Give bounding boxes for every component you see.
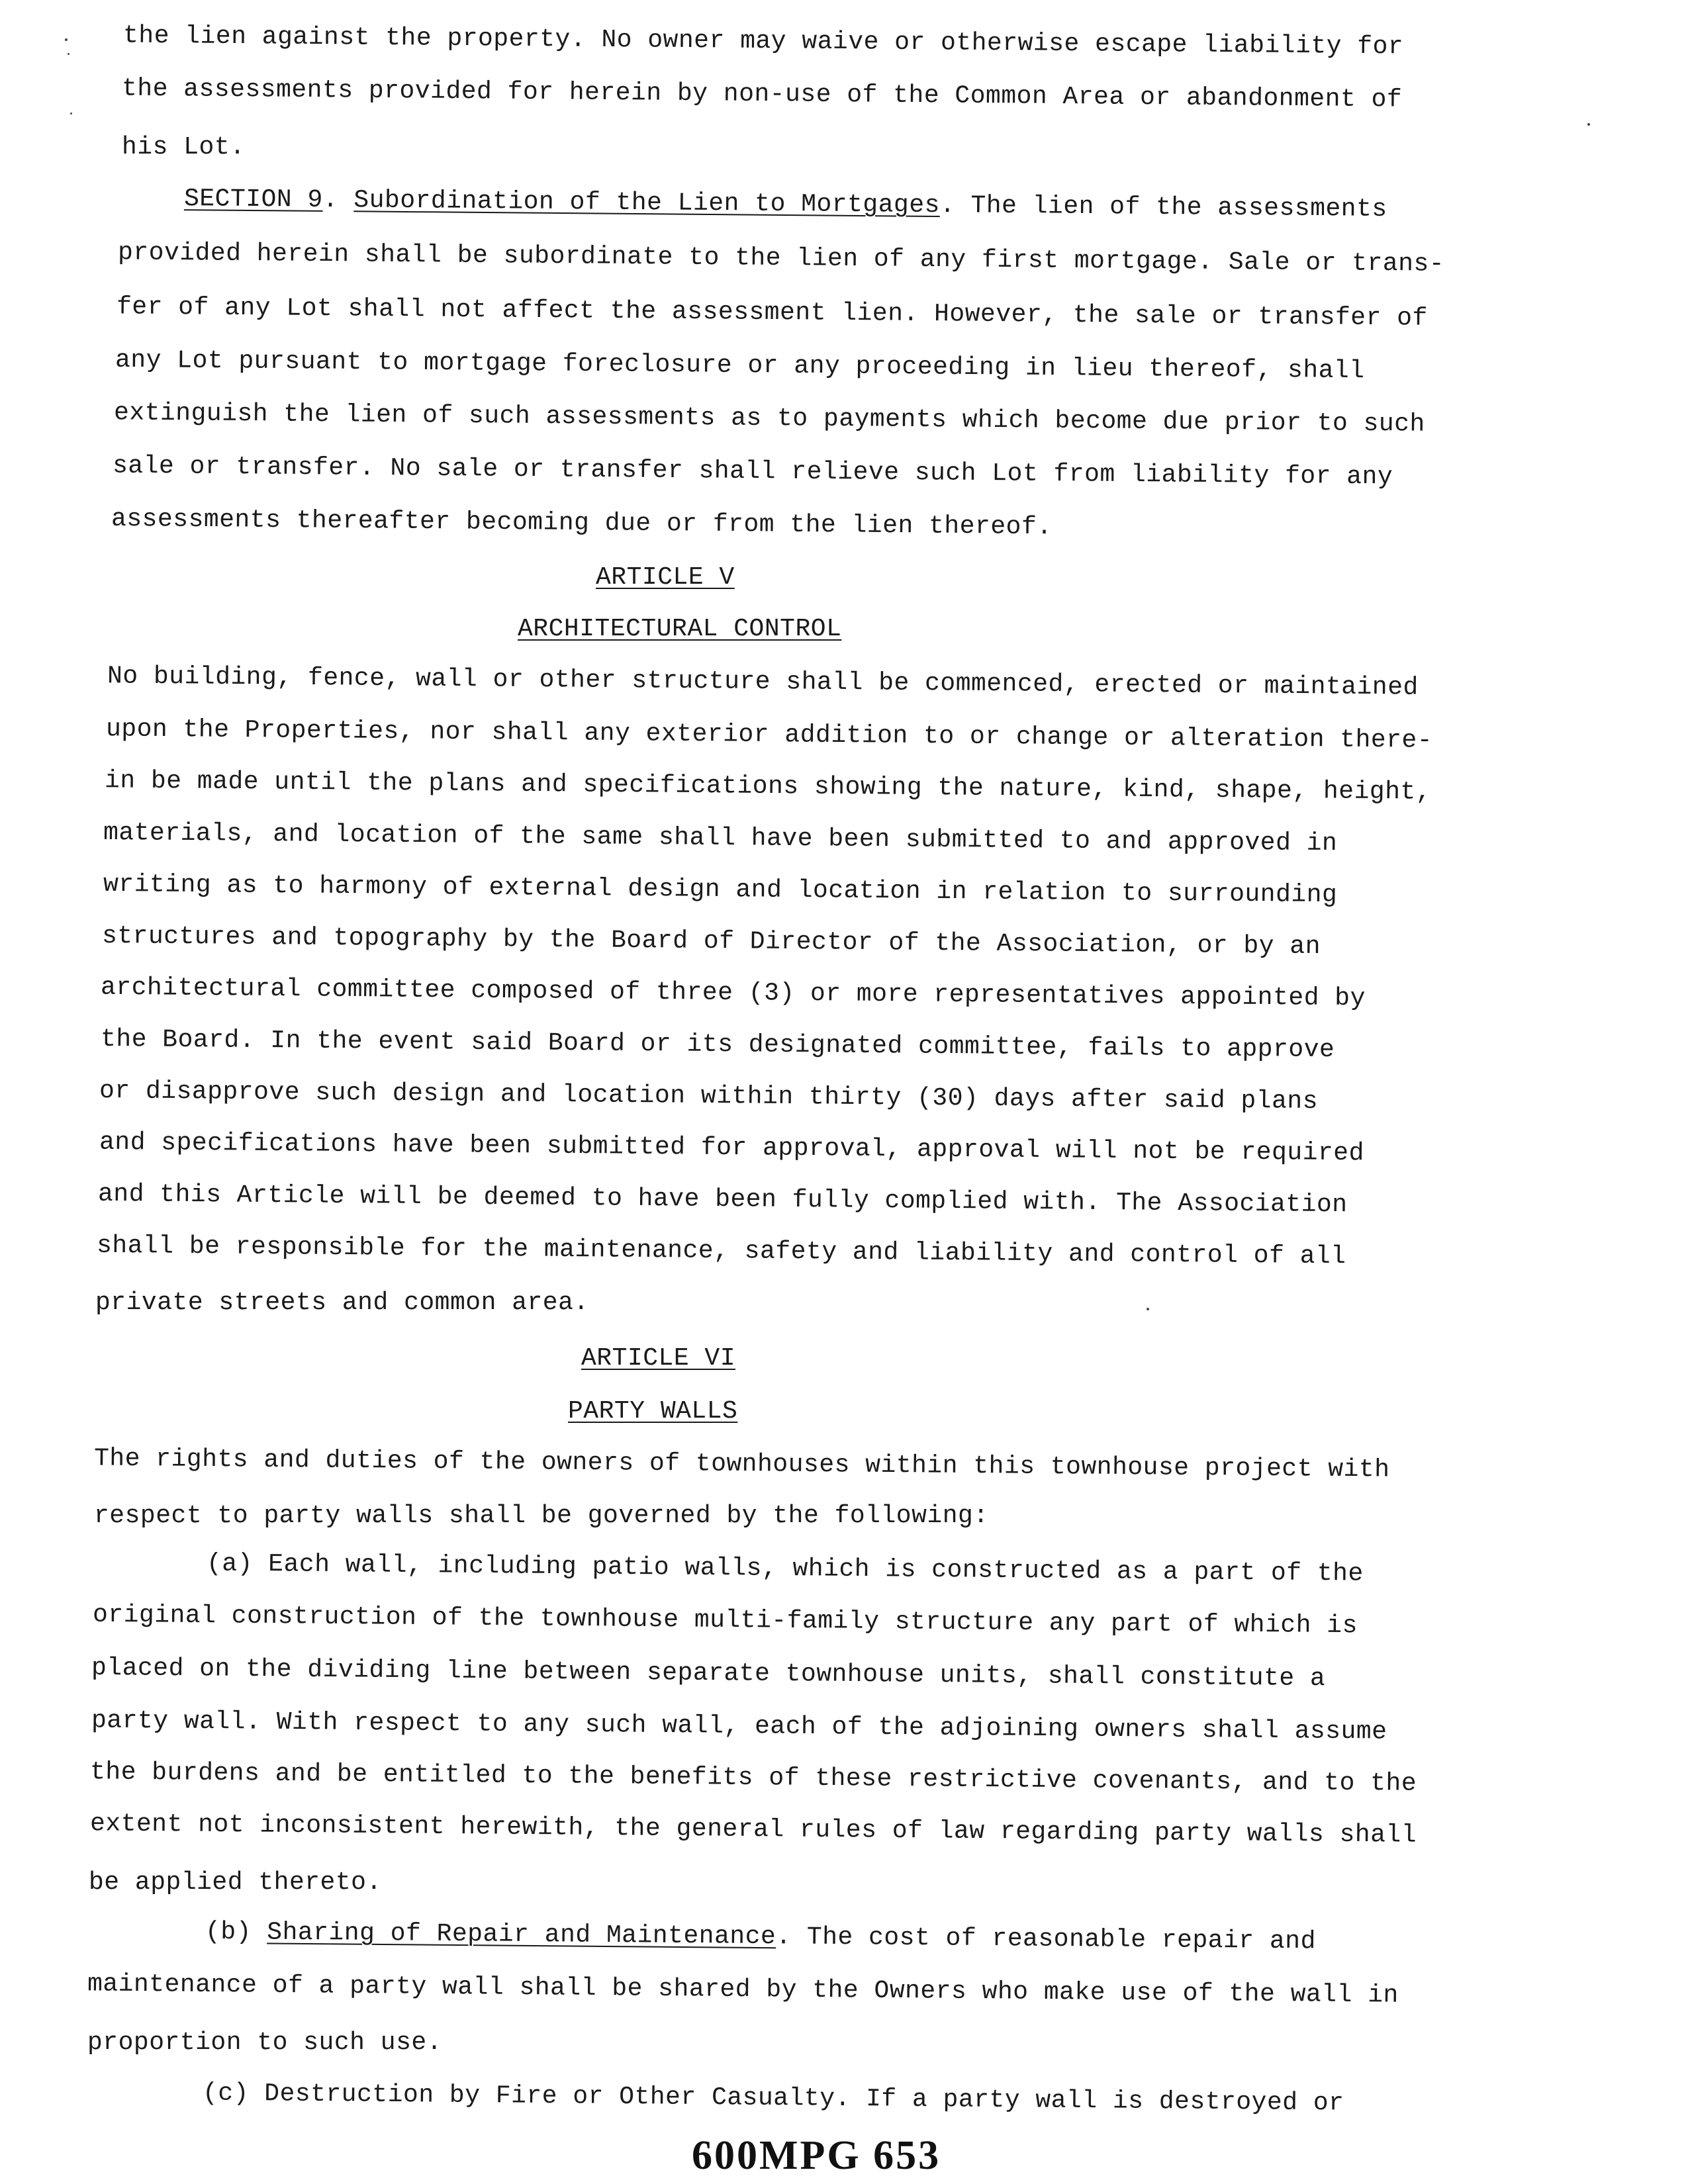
text-line: the burdens and be entitled to the benefits of these restrictive covenants, and to the — [89, 1758, 1417, 1798]
text-line: structures and topography by the Board of Director of the Association, or by an — [101, 921, 1321, 962]
text-line: materials, and location of the same shall have been submitted to and approved in — [103, 818, 1338, 858]
section-label: SECTION 9 — [183, 185, 323, 214]
paragraph-b-rest: The cost of reasonable repair and — [806, 1923, 1317, 1956]
text-line: shall be responsible for the maintenance, safety and liability and control of all — [96, 1231, 1346, 1271]
article-vi-heading: ARTICLE VI — [581, 1344, 736, 1373]
text-line: and this Article will be deemed to have been fully complied with. The Association — [97, 1179, 1348, 1220]
text-line: any Lot pursuant to mortgage foreclosure or any proceeding in lieu thereof, shall — [115, 345, 1365, 386]
text-line: sale or transfer. No sale or transfer shall relieve such Lot from liability for any — [112, 451, 1393, 492]
text-line: fer of any Lot shall not affect the assessment lien. However, the sale or transfer of — [116, 293, 1428, 333]
text-line: party wall. With respect to any such wall, each of the adjoining owners shall assume — [91, 1706, 1387, 1747]
scan-speck — [65, 38, 68, 41]
text-line: respect to party walls shall be governed by the following: — [94, 1502, 989, 1530]
paragraph-b-first-line: (b) Sharing of Repair and Maintenance. The cost of reasonable repair and — [205, 1917, 1317, 1956]
text-line: in be made until the plans and specifications showing the nature, kind, shape, height, — [104, 766, 1432, 807]
text-line: No building, fence, wall or other structure shall be commenced, erected or maintained — [107, 662, 1419, 702]
text-line: his Lot. — [122, 133, 246, 161]
text-line: extent not inconsistent herewith, the general rules of law regarding party walls shall — [89, 1809, 1417, 1850]
article-vi-title: PARTY WALLS — [568, 1397, 738, 1426]
text-line: the lien against the property. No owner may waive or otherwise escape liability for — [122, 21, 1404, 62]
text-line: assessments thereafter becoming due or from the lien thereof. — [111, 504, 1053, 542]
text-line: original construction of the townhouse multi-family structure any part of which is — [92, 1600, 1358, 1641]
text-line: the assessments provided for herein by non-use of the Common Area or abandonment of — [121, 74, 1403, 114]
article-v-heading: ARTICLE V — [596, 563, 735, 592]
text-line: the Board. In the event said Board or its designated committee, fails to approve — [100, 1024, 1335, 1065]
scan-speck — [1587, 123, 1590, 126]
paragraph-a-first-line: (a) Each wall, including patio walls, which is constructed as a part of the — [206, 1549, 1364, 1588]
text-line: private streets and common area. — [95, 1289, 589, 1317]
text-line: The rights and duties of the owners of townhouses within this townhouse project with — [93, 1444, 1390, 1484]
section-title: Subordination of the Lien to Mortgages — [353, 186, 941, 220]
paragraph-c-first-line: (c) Destruction by Fire or Other Casualty. If a party wall is destroyed or — [202, 2079, 1344, 2118]
text-line: or disapprove such design and location within thirty (30) days after said plans — [99, 1076, 1319, 1116]
text-line: upon the Properties, nor shall any exterior addition to or change or alteration there- — [105, 715, 1433, 755]
text-line: placed on the dividing line between separate townhouse units, shall constitute a — [91, 1653, 1326, 1694]
text-line: writing as to harmony of external design and location in relation to surrounding — [103, 870, 1338, 910]
text-line: provided herein shall be subordinate to the lien of any first mortgage. Sale or trans- — [117, 238, 1445, 279]
text-line: be applied thereto. — [89, 1868, 382, 1897]
scan-speck — [68, 53, 70, 55]
paragraph-b-label: (b) — [205, 1917, 252, 1947]
scan-speck — [70, 113, 72, 114]
paragraph-b-title: Sharing of Repair and Maintenance — [267, 1918, 776, 1952]
book-page-stamp: 600MPG 653 — [692, 2133, 941, 2178]
section-9-heading-line: SECTION 9. Subordination of the Lien to Mortgages. The lien of the assessments — [183, 185, 1387, 224]
text-line: architectural committee composed of three (3) or more representatives appointed by — [100, 973, 1366, 1013]
text-line: proportion to such use. — [87, 2028, 442, 2057]
text-line: maintenance of a party wall shall be shared by the Owners who make use of the wall in — [87, 1970, 1399, 2010]
text-line: and specifications have been submitted for approval, approval will not be required — [99, 1128, 1365, 1168]
text-line: extinguish the lien of such assessments as to payments which become due prior to such — [113, 398, 1425, 439]
section-heading-rest: The lien of the assessments — [970, 191, 1387, 224]
scan-speck — [1147, 1308, 1149, 1310]
article-v-title: ARCHITECTURAL CONTROL — [518, 615, 842, 643]
